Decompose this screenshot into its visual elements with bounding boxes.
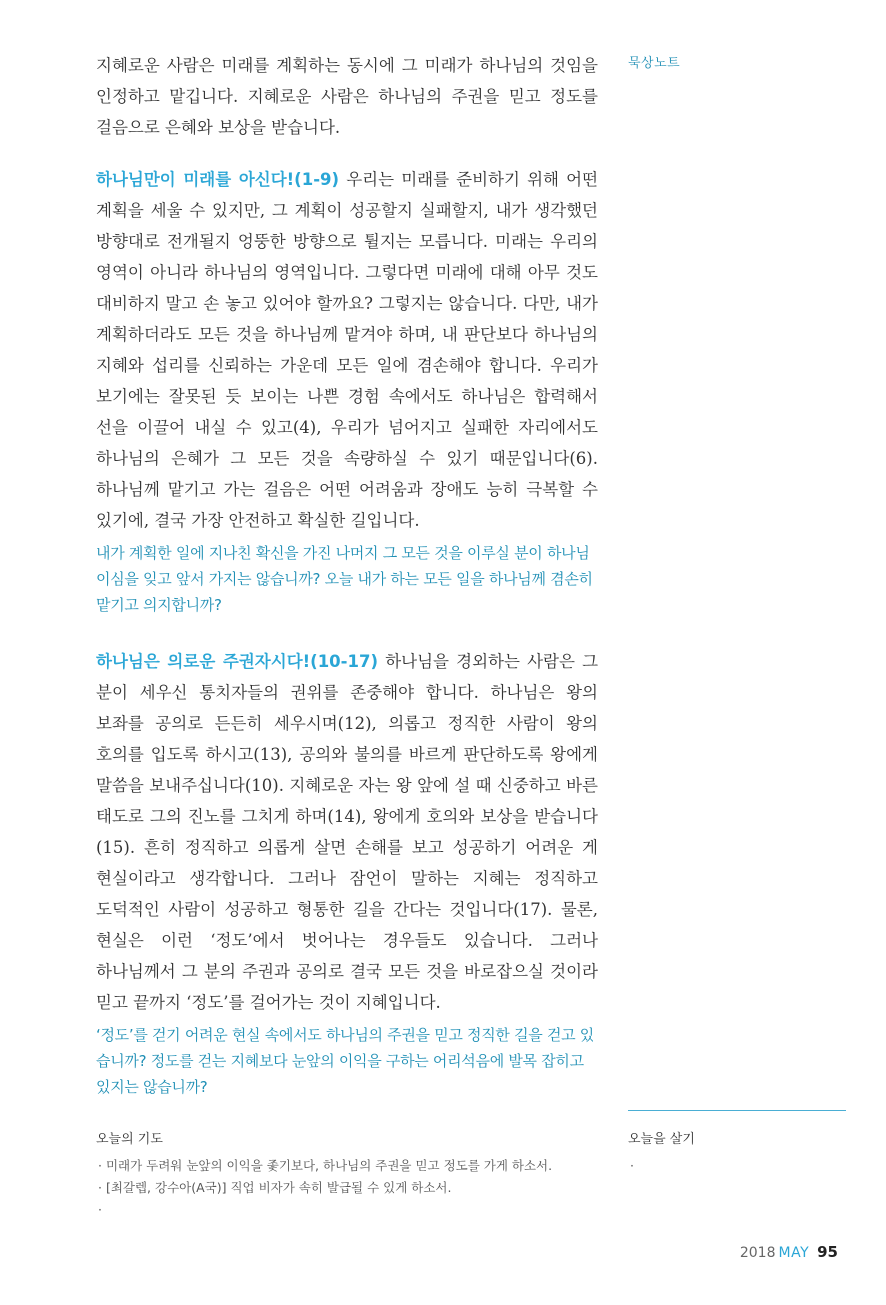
- section2-question: ‘정도’를 걷기 어려운 현실 속에서도 하나님의 주권을 믿고 정직한 길을 걷고 있습니까? 정도를 걷는 지혜보다 눈앞의 이익을 구하는 어리석음에 발목 잡히고 있지는 않습니까?: [96, 1026, 594, 1096]
- section1-heading: 하나님만이 미래를 아신다!(1-9): [96, 170, 340, 189]
- section1-body: 우리는 미래를 준비하기 위해 어떤 계획을 세울 수 있지만, 그 계획이 성공할지 실패할지, 내가 생각했던 방향대로 전개될지 엉뚱한 방향으로 튈지는 모릅니다. 미래는 우리의 영역이 아니라 하나님의 영역입니다. 그렇다면 미래에 대해 아무 것도 대비하지 말고 손 놓고 있어야 할까요? 그렇지는 않습니다. 다만, 내가 계획하더라도 모든 것을 하나님께 맡겨야 하며, 내 판단보다 하나님의 지혜와 섭리를 신뢰하는 가운데 모든 일에 겸손해야 합니다. 우리가 보기에는 잘못된 듯 보이는 나쁜 경험 속에서도 하나님은 합력해서 선을 이끌어 내실 수 있고(4), 우리가 넘어지고 실패한 자리에서도 하나님의 은혜가 그 모든 것을 속량하실 수 있기 때문입니다(6). 하나님께 맡기고 가는 걸음은 어떤 어려움과 장애도 능히 극복할 수 있기에, 결국 가장 안전하고 확실한 길입니다.: [96, 170, 598, 530]
- side-divider: [628, 1110, 846, 1111]
- intro-paragraph: 지혜로운 사람은 미래를 계획하는 동시에 그 미래가 하나님의 것임을 인정하고 맡깁니다. 지혜로운 사람은 하나님의 주권을 믿고 정도를 걸음으로 은혜와 보상을 받습니다.: [96, 56, 598, 137]
- prayer-item: · 미래가 두려워 눈앞의 이익을 좇기보다, 하나님의 주권을 믿고 정도를 가게 하소서.: [98, 1158, 553, 1173]
- live-title: 오늘을 살기: [628, 1132, 695, 1147]
- page-footer: [740, 1243, 838, 1261]
- prayer-title: 오늘의 기도: [96, 1132, 163, 1147]
- footer-month: MAY: [778, 1245, 810, 1261]
- prayer-item: · [최갈렙, 강수아(A국)] 직업 비자가 속히 발급될 수 있게 하소서.: [98, 1180, 452, 1195]
- section2-heading: 하나님은 의로운 주권자시다!(10-17): [96, 652, 379, 671]
- section2-body: 하나님을 경외하는 사람은 그 분이 세우신 통치자들의 권위를 존중해야 합니다. 하나님은 왕의 보좌를 공의로 든든히 세우시며(12), 의롭고 정직한 사람이 왕의 호의를 입도록 하시고(13), 공의와 불의를 바르게 판단하도록 왕에게 말씀을 보내주십니다(10). 지혜로운 자는 왕 앞에 설 때 신중하고 바른 태도로 그의 진노를 그치게 하며(14), 왕에게 호의와 보상을 받습니다(15). 흔히 정직하고 의롭게 살면 손해를 보고 성공하기 어려운 게 현실이라고 생각합니다. 그러나 잠언이 말하는 지혜는 정직하고 도덕적인 사람이 성공하고 형통한 길을 간다는 것입니다(17). 물론, 현실은 이런 ‘정도’에서 벗어나는 경우들도 있습니다. 그러나 하나님께서 그 분의 주권과 공의로 결국 모든 것을 바로잡으실 것이라 믿고 끝까지 ‘정도’를 걸어가는 것이 지혜입니다.: [96, 652, 599, 1012]
- live-item: ·: [630, 1158, 634, 1173]
- section2-paragraph: [96, 646, 598, 1018]
- section1-paragraph: [96, 164, 598, 536]
- live-today: [628, 1128, 846, 1177]
- section1-question: 내가 계획한 일에 지나친 확신을 가진 나머지 그 모든 것을 이루실 분이 하나님이심을 잊고 앞서 가지는 않습니까? 오늘 내가 하는 모든 일을 하나님께 겸손히 맡기고 의지합니까?: [96, 544, 593, 614]
- side-label-meditation-note: 묵상노트: [628, 56, 681, 71]
- main-content: [96, 50, 598, 1128]
- todays-prayer: [96, 1128, 598, 1221]
- footer-year: 2018: [739, 1245, 776, 1261]
- prayer-item: ·: [98, 1202, 102, 1217]
- page-number: 95: [817, 1243, 838, 1261]
